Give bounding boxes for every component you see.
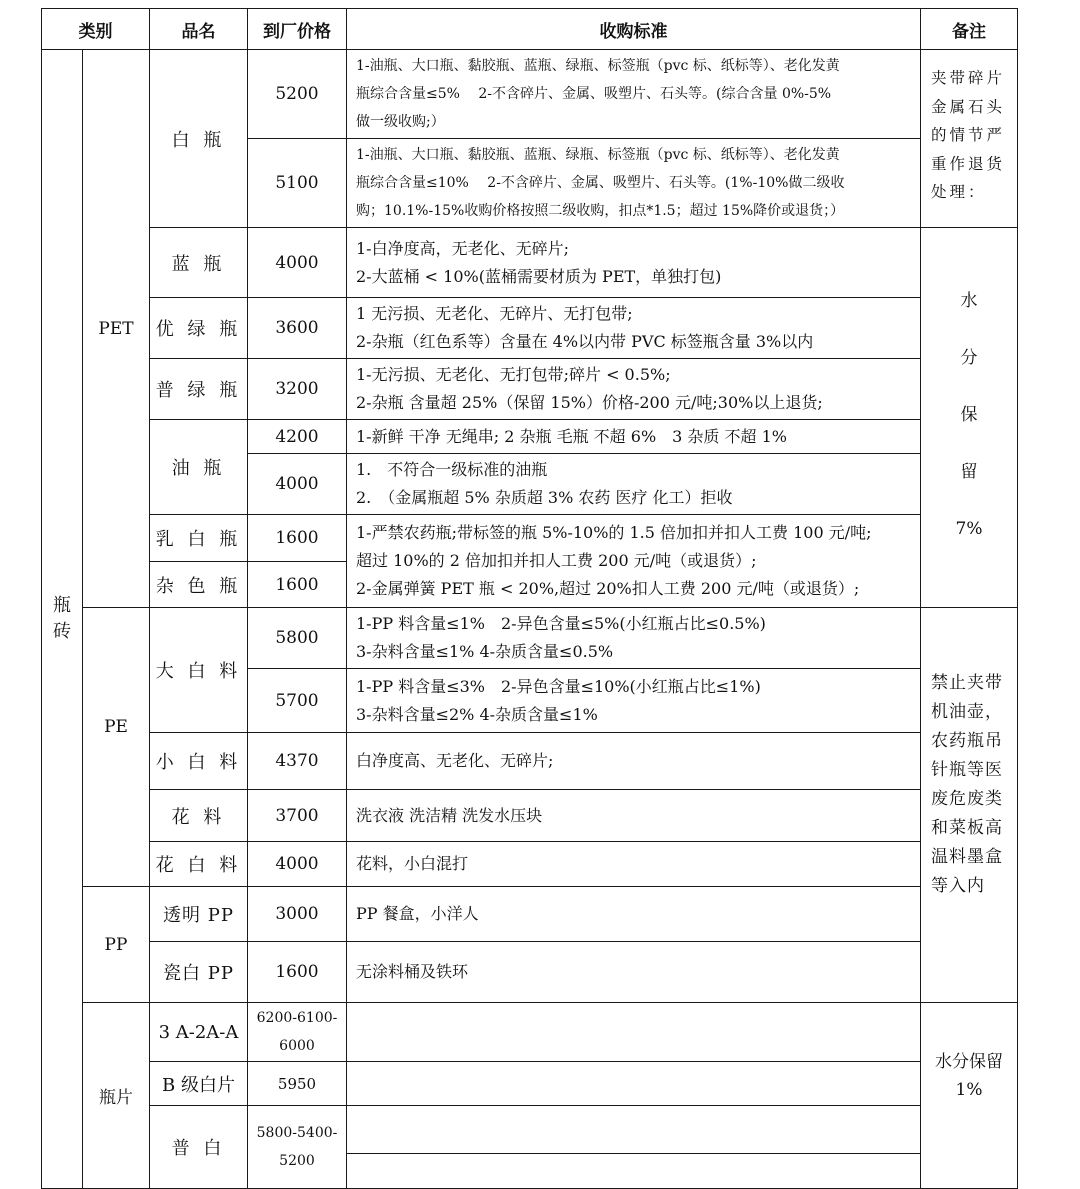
standard-cell: 1-新鲜 干净 无绳串; 2 杂瓶 毛瓶 不超 6% 3 杂质 不超 1%: [347, 420, 921, 454]
table-row: [42, 733, 1018, 790]
standard-cell: PP 餐盒，小洋人: [347, 887, 921, 942]
product-flower: 花 料: [150, 790, 248, 842]
standard-cell: 白净度高、无老化、无碎片;: [347, 733, 921, 790]
category-cell: 瓶砖: [42, 50, 83, 1189]
standard-cell: 1-油瓶、大口瓶、黏胶瓶、蓝瓶、绿瓶、标签瓶（pvc 标、纸标等）、老化发黄 瓶综合含量≤5% 2-不含碎片、金属、吸塑片、石头等。(综合含量 0%-5% 做一级收购;）: [347, 50, 921, 139]
price-cell: 1600: [248, 515, 347, 562]
table-row: [42, 50, 1018, 139]
price-cell: 5800: [248, 608, 347, 669]
table-row: [42, 1106, 1018, 1154]
price-cell: 5200: [248, 50, 347, 139]
header-category: 类别: [42, 9, 150, 50]
price-cell: 3600: [248, 298, 347, 359]
standard-cell: 花料，小白混打: [347, 842, 921, 887]
product-premium-green: 优 绿 瓶: [150, 298, 248, 359]
table-row: [42, 608, 1018, 669]
price-cell: 4200: [248, 420, 347, 454]
group-pet: PET: [83, 50, 150, 608]
remark-pe-pp: 禁止夹带机油壶，农药瓶吊针瓶等医废危废类和菜板高温料墨盒等入内: [921, 608, 1018, 1003]
remark-white-bottle: 夹带碎片金属石头的情节严重作退货处理：: [921, 50, 1018, 228]
product-flower-white: 花 白 料: [150, 842, 248, 887]
group-pe: PE: [83, 608, 150, 887]
table-row: [42, 359, 1018, 420]
remark-pet-water: 水 分 保 留 7%: [921, 228, 1018, 608]
table-row: [42, 887, 1018, 942]
standard-cell: 1-严禁农药瓶;带标签的瓶 5%-10%的 1.5 倍加扣并扣人工费 100 元/吨; 超过 10%的 2 倍加扣并扣人工费 200 元/吨（或退货）; 2-金属弹簧 PET 瓶 < 20%,超过 20%扣人工费 200 元/吨（或退货）;: [347, 515, 921, 608]
table-row: [42, 228, 1018, 298]
price-cell: 5100: [248, 139, 347, 228]
table-row: [42, 942, 1018, 1003]
price-cell: 4000: [248, 454, 347, 515]
standard-cell: [347, 1003, 921, 1062]
product-oil-bottle: 油 瓶: [150, 420, 248, 515]
standard-cell: 1-PP 料含量≤3% 2-异色含量≤10%(小红瓶占比≤1%) 3-杂料含量≤2% 4-杂质含量≤1%: [347, 669, 921, 733]
product-flake-b: B 级白片: [150, 1062, 248, 1106]
header-remark: 备注: [921, 9, 1018, 50]
product-milky-white: 乳 白 瓶: [150, 515, 248, 562]
table-row: [42, 842, 1018, 887]
product-porcelain-pp: 瓷白 PP: [150, 942, 248, 1003]
standard-cell: 1. 不符合一级标准的油瓶 2. （金属瓶超 5% 杂质超 3% 农药 医疗 化工）拒收: [347, 454, 921, 515]
price-cell: 4370: [248, 733, 347, 790]
product-small-white: 小 白 料: [150, 733, 248, 790]
product-flake-regular: 普 白: [150, 1106, 248, 1189]
price-cell: 1600: [248, 562, 347, 608]
standard-cell: 1-无污损、无老化、无打包带;碎片 < 0.5%; 2-杂瓶 含量超 25%（保留 15%）价格-200 元/吨;30%以上退货;: [347, 359, 921, 420]
standard-cell: [347, 1154, 921, 1189]
product-mixed-color: 杂 色 瓶: [150, 562, 248, 608]
table-row: [42, 1003, 1018, 1062]
standard-cell: 1-PP 料含量≤1% 2-异色含量≤5%(小红瓶占比≤0.5%) 3-杂料含量≤1% 4-杂质含量≤0.5%: [347, 608, 921, 669]
product-flake-3a: 3 A-2A-A: [150, 1003, 248, 1062]
product-white-bottle: 白 瓶: [150, 50, 248, 228]
standard-cell: [347, 1062, 921, 1106]
header-product: 品名: [150, 9, 248, 50]
standard-cell: [347, 1106, 921, 1154]
table-row: [42, 1062, 1018, 1106]
remark-flake-water: 水分保留 1%: [921, 1003, 1018, 1189]
standard-cell: 洗衣液 洗洁精 洗发水压块: [347, 790, 921, 842]
product-clear-pp: 透明 PP: [150, 887, 248, 942]
group-pp: PP: [83, 887, 150, 1003]
price-cell: 6200-6100- 6000: [248, 1003, 347, 1062]
price-cell: 3200: [248, 359, 347, 420]
price-table: [41, 8, 1018, 1189]
standard-cell: 1-白净度高，无老化、无碎片; 2-大蓝桶 < 10%(蓝桶需要材质为 PET，单独打包): [347, 228, 921, 298]
standard-cell: 1-油瓶、大口瓶、黏胶瓶、蓝瓶、绿瓶、标签瓶（pvc 标、纸标等）、老化发黄 瓶综合含量≤10% 2-不含碎片、金属、吸塑片、石头等。(1%-10%做二级收 购；10.1%-15%收购价格按照二级收购，扣点*1.5；超过 15%降价或退货；）: [347, 139, 921, 228]
product-big-white: 大 白 料: [150, 608, 248, 733]
price-cell: 5950: [248, 1062, 347, 1106]
table-row: [42, 298, 1018, 359]
header-row: [42, 9, 1018, 50]
price-cell: 1600: [248, 942, 347, 1003]
price-cell: 4000: [248, 228, 347, 298]
table-row: [42, 515, 1018, 562]
standard-cell: 无涂料桶及铁环: [347, 942, 921, 1003]
price-cell: 3700: [248, 790, 347, 842]
price-cell: 3000: [248, 887, 347, 942]
product-blue-bottle: 蓝 瓶: [150, 228, 248, 298]
header-price: 到厂价格: [248, 9, 347, 50]
price-cell: 5800-5400- 5200: [248, 1106, 347, 1189]
standard-cell: 1 无污损、无老化、无碎片、无打包带; 2-杂瓶（红色系等）含量在 4%以内带 PVC 标签瓶含量 3%以内: [347, 298, 921, 359]
header-standard: 收购标准: [347, 9, 921, 50]
group-flake: 瓶片: [83, 1003, 150, 1189]
price-cell: 4000: [248, 842, 347, 887]
price-cell: 5700: [248, 669, 347, 733]
table-row: [42, 420, 1018, 454]
table-row: [42, 790, 1018, 842]
product-regular-green: 普 绿 瓶: [150, 359, 248, 420]
